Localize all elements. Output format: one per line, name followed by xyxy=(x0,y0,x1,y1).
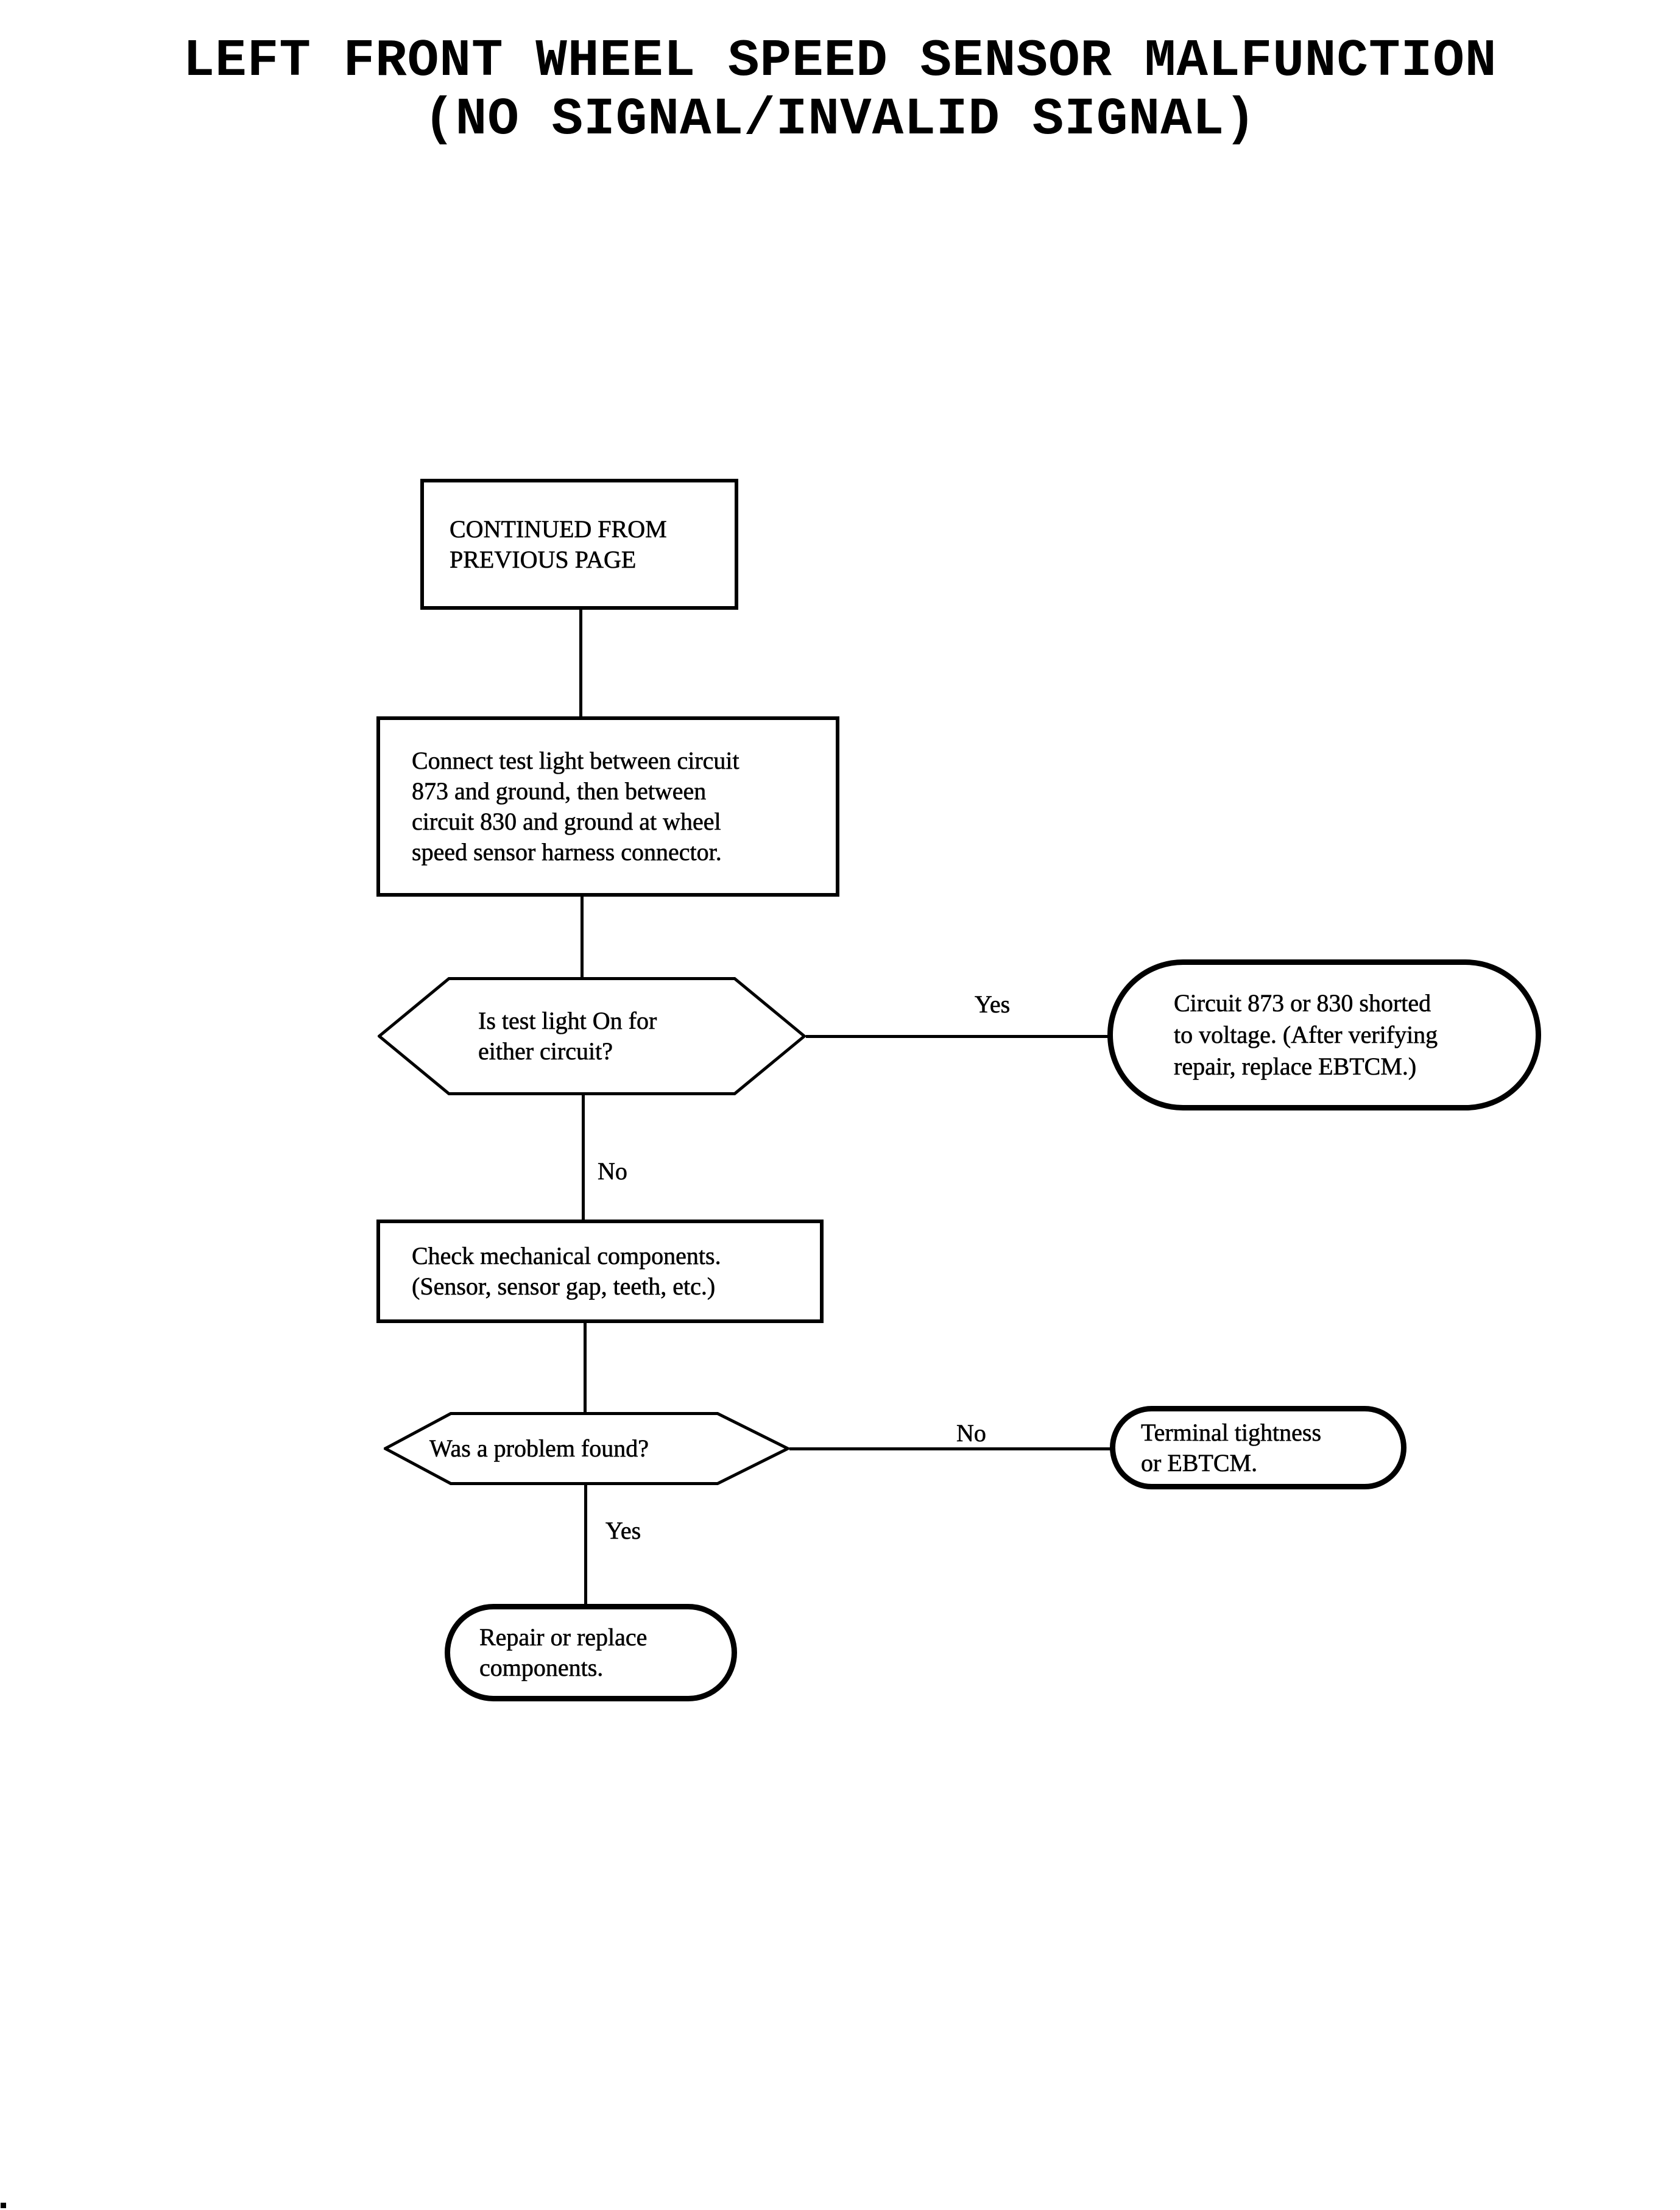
edge-label-no-2: No xyxy=(956,1419,986,1447)
connector-decision2-yes xyxy=(584,1485,587,1604)
node-shorted-to-voltage xyxy=(1107,959,1541,1110)
node-terminal-tightness xyxy=(1110,1406,1406,1489)
edge-label-yes-2: Yes xyxy=(605,1517,641,1544)
node-line: either circuit? xyxy=(478,1037,613,1065)
node-line: Circuit 873 or 830 shorted xyxy=(1174,989,1431,1017)
node-line: speed sensor harness connector. xyxy=(412,838,722,866)
node-line: Is test light On for xyxy=(478,1007,657,1034)
connector-decision1-yes xyxy=(806,1035,1109,1038)
connector-connect-to-decision1 xyxy=(581,897,584,977)
node-line: CONTINUED FROM xyxy=(450,515,667,543)
page-title-line-2: (NO SIGNAL/INVALID SIGNAL) xyxy=(423,90,1257,149)
connector-decision2-no xyxy=(789,1447,1111,1450)
page-title xyxy=(0,32,1680,149)
node-line: Terminal tightness xyxy=(1141,1418,1322,1446)
scan-artifact-speck xyxy=(1,2203,6,2208)
node-repair-replace xyxy=(445,1604,737,1701)
connector-check-to-decision2 xyxy=(584,1323,587,1412)
node-line: Repair or replace xyxy=(479,1623,648,1651)
node-line: to voltage. (After verifying xyxy=(1174,1021,1438,1048)
edge-label-no-1: No xyxy=(598,1157,627,1185)
node-line: circuit 830 and ground at wheel xyxy=(412,808,721,835)
node-connect-test-light xyxy=(376,716,839,897)
node-line: PREVIOUS PAGE xyxy=(450,545,637,573)
page-title-line-1: LEFT FRONT WHEEL SPEED SENSOR MALFUNCTION xyxy=(183,31,1497,91)
node-line: (Sensor, sensor gap, teeth, etc.) xyxy=(412,1273,716,1300)
connector-continued-to-connect xyxy=(579,610,582,716)
node-line: repair, replace EBTCM.) xyxy=(1174,1053,1417,1080)
node-line: 873 and ground, then between xyxy=(412,777,707,805)
node-line: Was a problem found? xyxy=(429,1435,649,1462)
node-line: or EBTCM. xyxy=(1141,1449,1258,1477)
node-problem-found-decision xyxy=(384,1412,789,1485)
node-check-mechanical xyxy=(376,1220,824,1323)
node-test-light-on-decision xyxy=(378,977,806,1095)
node-line: Check mechanical components. xyxy=(412,1242,721,1269)
node-line: Connect test light between circuit xyxy=(412,747,739,774)
connector-decision1-no xyxy=(582,1095,585,1220)
node-line: components. xyxy=(479,1654,604,1681)
edge-label-yes-1: Yes xyxy=(975,990,1011,1018)
node-continued-from xyxy=(420,479,738,610)
